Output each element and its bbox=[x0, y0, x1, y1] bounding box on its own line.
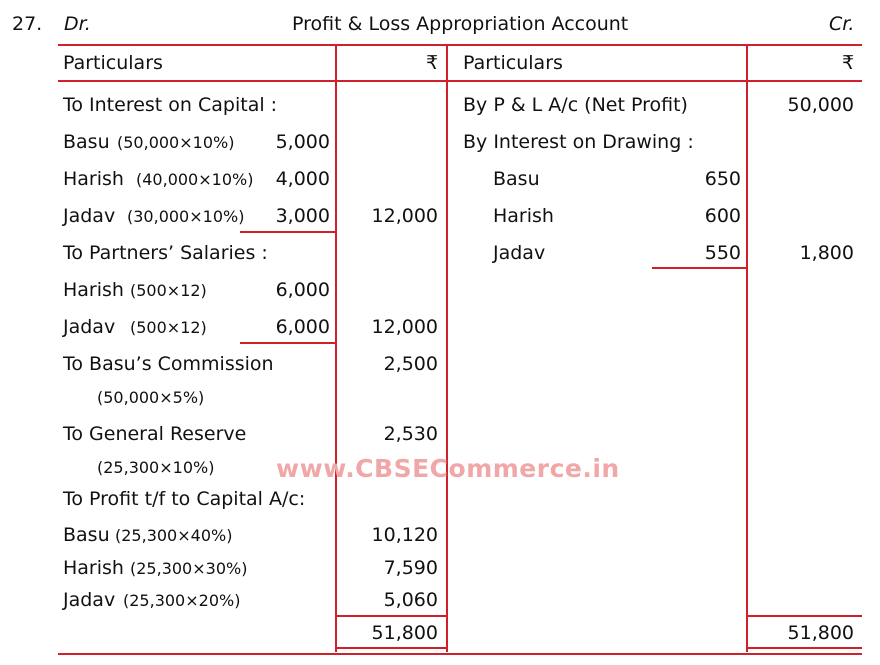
general-reserve-label: To General Reserve bbox=[63, 423, 247, 445]
commission-calculation: (50,000×5%) bbox=[97, 388, 205, 407]
sub-amount: 650 bbox=[704, 168, 741, 190]
header-bottom-rule bbox=[58, 80, 862, 82]
partner-name: Jadav bbox=[63, 205, 116, 227]
subtotal-rule bbox=[240, 342, 335, 344]
calculation-note: (50,000×10%) bbox=[117, 133, 235, 152]
calculation-note: (500×12) bbox=[130, 281, 207, 300]
table-bottom-rule bbox=[58, 653, 862, 655]
subtotal-rule bbox=[652, 267, 747, 269]
general-reserve-amount: 2,530 bbox=[383, 423, 438, 445]
calculation-note: (500×12) bbox=[130, 318, 207, 337]
question-number: 27. bbox=[12, 13, 43, 35]
debit-grand-total: 51,800 bbox=[371, 622, 438, 644]
partner-name: Harish bbox=[493, 205, 554, 227]
sub-amount: 4,000 bbox=[275, 168, 330, 190]
commission-label: To Basu’s Commission bbox=[63, 353, 274, 375]
salaries-total: 12,000 bbox=[371, 316, 438, 338]
sub-amount: 600 bbox=[704, 205, 741, 227]
interest-on-capital-total: 12,000 bbox=[371, 205, 438, 227]
general-reserve-calculation: (25,300×10%) bbox=[97, 458, 215, 477]
partner-name: Basu bbox=[63, 131, 110, 153]
net-profit-label: By P & L A/c (Net Profit) bbox=[463, 94, 688, 116]
subtotal-rule bbox=[240, 231, 335, 233]
account-title: Profit & Loss Appropriation Account bbox=[292, 13, 629, 35]
partner-name: Harish bbox=[63, 168, 124, 190]
right-particulars-header: Particulars bbox=[463, 52, 563, 74]
cr-label: Cr. bbox=[829, 13, 855, 35]
dr-label: Dr. bbox=[64, 13, 91, 35]
sub-amount: 6,000 bbox=[275, 279, 330, 301]
sub-amount: 550 bbox=[704, 242, 741, 264]
calculation-note: (25,300×20%) bbox=[123, 591, 241, 610]
partners-salaries-label: To Partners’ Salaries : bbox=[63, 242, 268, 264]
left-rupee-header: ₹ bbox=[426, 52, 439, 74]
right-amount-column-divider bbox=[746, 44, 748, 652]
interest-on-drawing-total: 1,800 bbox=[799, 242, 854, 264]
total-rule-top bbox=[335, 615, 447, 617]
partner-name: Harish bbox=[63, 557, 124, 579]
partner-name: Jadav bbox=[63, 316, 116, 338]
interest-on-drawing-label: By Interest on Drawing : bbox=[463, 131, 694, 153]
sub-amount: 6,000 bbox=[275, 316, 330, 338]
interest-on-capital-label: To Interest on Capital : bbox=[63, 94, 278, 116]
profit-share-amount: 5,060 bbox=[383, 589, 438, 611]
partner-name: Basu bbox=[63, 524, 110, 546]
left-particulars-header: Particulars bbox=[63, 52, 163, 74]
partner-name: Harish bbox=[63, 279, 124, 301]
left-amount-column-divider bbox=[335, 44, 337, 652]
partner-name: Jadav bbox=[493, 242, 546, 264]
table-top-rule bbox=[58, 44, 862, 46]
sub-amount: 5,000 bbox=[275, 131, 330, 153]
calculation-note: (25,300×40%) bbox=[115, 526, 233, 545]
credit-grand-total: 51,800 bbox=[787, 622, 854, 644]
calculation-note: (25,300×30%) bbox=[130, 559, 248, 578]
net-profit-amount: 50,000 bbox=[787, 94, 854, 116]
total-rule-bottom bbox=[746, 647, 862, 649]
commission-amount: 2,500 bbox=[383, 353, 438, 375]
calculation-note: (30,000×10%) bbox=[127, 207, 245, 226]
watermark: www.CBSECommerce.in bbox=[276, 454, 620, 483]
right-rupee-header: ₹ bbox=[842, 52, 855, 74]
profit-share-amount: 10,120 bbox=[371, 524, 438, 546]
partner-name: Basu bbox=[493, 168, 540, 190]
partner-name: Jadav bbox=[63, 589, 116, 611]
center-column-divider bbox=[446, 44, 448, 652]
calculation-note: (40,000×10%) bbox=[136, 170, 254, 189]
profit-share-amount: 7,590 bbox=[383, 557, 438, 579]
profit-transfer-label: To Profit t/f to Capital A/c: bbox=[63, 488, 306, 510]
total-rule-bottom bbox=[335, 647, 447, 649]
sub-amount: 3,000 bbox=[275, 205, 330, 227]
total-rule-top bbox=[746, 615, 862, 617]
